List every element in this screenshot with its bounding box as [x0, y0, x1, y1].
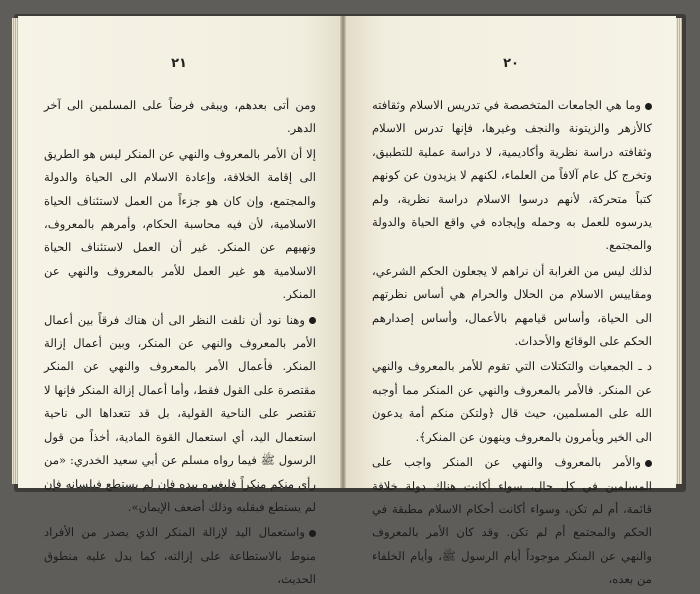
- paragraph-text: وما هي الجامعات المتخصصة في تدريس الاسلام وثقافته كالأزهر والزيتونة والنجف وغيرها، فإنها تدرس الاسلام وثقافته دراسة نظرية وأكاديمية، لا دراسة عملية للتطبيق، وتخرج كل عام آلافاً من العلماء، لكنهم لا يزيدون عن كونهم كتباً متحركة، لأنهم درسوا الاسلام دراسة نظرية، ولم يدرسوه للعمل به وحمله وإيجاده في واقع الحياة والدولة والمجتمع.: [372, 98, 652, 253]
- bullet-paragraph: [372, 94, 652, 258]
- paragraph-text: واستعمال اليد لإزالة المنكر الذي يصدر من الأفراد منوط بالاستطاعة على إزالته، كما يدل عليه منطوق الحديث،: [44, 525, 316, 587]
- bullet-paragraph: [44, 521, 316, 591]
- right-page: [346, 16, 676, 587]
- paragraph: [372, 260, 652, 354]
- bullet-paragraph: [372, 451, 652, 591]
- bullet-icon: [309, 530, 316, 537]
- bullet-paragraph: [44, 309, 316, 520]
- left-page-text: [44, 94, 316, 594]
- page-number-right: ٢٠: [503, 56, 519, 71]
- page-number-left: ٢١: [171, 56, 187, 71]
- left-page: [18, 16, 340, 587]
- page-stack-right: [676, 18, 682, 484]
- bullet-icon: [645, 103, 652, 110]
- bullet-icon: [645, 460, 652, 467]
- paragraph: [44, 94, 316, 141]
- paragraph-text: والأمر بالمعروف والنهي عن المنكر واجب على المسلمين في كل حال، سواء أكانت هناك دولة خلافة قائمة، أم لم تكن، وسواء أكانت أحكام الاسلام مطبقة في الحكم والمجتمع أم لم تكن. وقد كان الأمر بالمعروف والنهي عن المنكر موجوداً أيام الرسول ﷺ، وأيام الخلفاء من بعده،: [372, 455, 652, 587]
- paragraph-text: إلا أن الأمر بالمعروف والنهي عن المنكر ليس هو الطريق الى إقامة الخلافة، وإعادة الاسلام الى الحياة والدولة والمجتمع، وإن كان هو جزءاً من العمل لاستئناف الحياة الاسلامية، لأن فيه محاسبة الحكام، وأمرهم بالمعروف، ونهيهم عن المنكر. غير أن العمل لاستئناف الحياة الاسلامية هو غير العمل للأمر بالمعروف والنهي عن المنكر.: [44, 146, 316, 302]
- paragraph-text: د ـ الجمعيات والتكتلات التي تقوم للأمر بالمعروف والنهي عن المنكر. فالأمر بالمعروف والنهي عن المنكر مما أوجبه الله على المسلمين، حيث قال ﴿ولتكن منكم أمة يدعون الى الخير ويأمرون بالمعروف وينهون عن المنكر﴾.: [372, 359, 652, 444]
- paragraph-text: وهنا نود أن نلفت النظر الى أن هناك فرقاً بين أعمال الأمر بالمعروف والنهي عن المنكر، وبين أعمال إزالة المنكر. فأعمال الأمر بالمعروف والنهي عن المنكر مقتصرة على القول فقط، وأما أعمال إزالة المنكر فإنها لا تقتصر على الناحية القولية، بل قد تتعداها الى ناحية استعمال اليد، أي استعمال القوة المادية، أخذاً من قول الرسول ﷺ فيما رواه مسلم عن أبي سعيد الخدري: «من رأى منكم منكراً فليغيره بيده فإن لم يستطع فبلسانه فإن لم يستطع فبقلبه وذلك أضعف الإيمان».: [44, 312, 316, 514]
- bullet-icon: [309, 317, 316, 324]
- paragraph-text: ومن أتى بعدهم، ويبقى فرضاً على المسلمين الى آخر الدهر.: [44, 98, 316, 136]
- paragraph: [372, 355, 652, 449]
- paragraph: [44, 143, 316, 307]
- right-page-text: [372, 94, 652, 594]
- paragraph-text: لذلك ليس من الغرابة أن نراهم لا يجعلون الحكم الشرعي، ومقاييس الاسلام من الحلال والحرام هي أساس نظرتهم الى الحياة، وأساس قيامهم بالأعمال، وأساس إصدارهم الحكم على الوقائع والأحداث.: [372, 263, 652, 349]
